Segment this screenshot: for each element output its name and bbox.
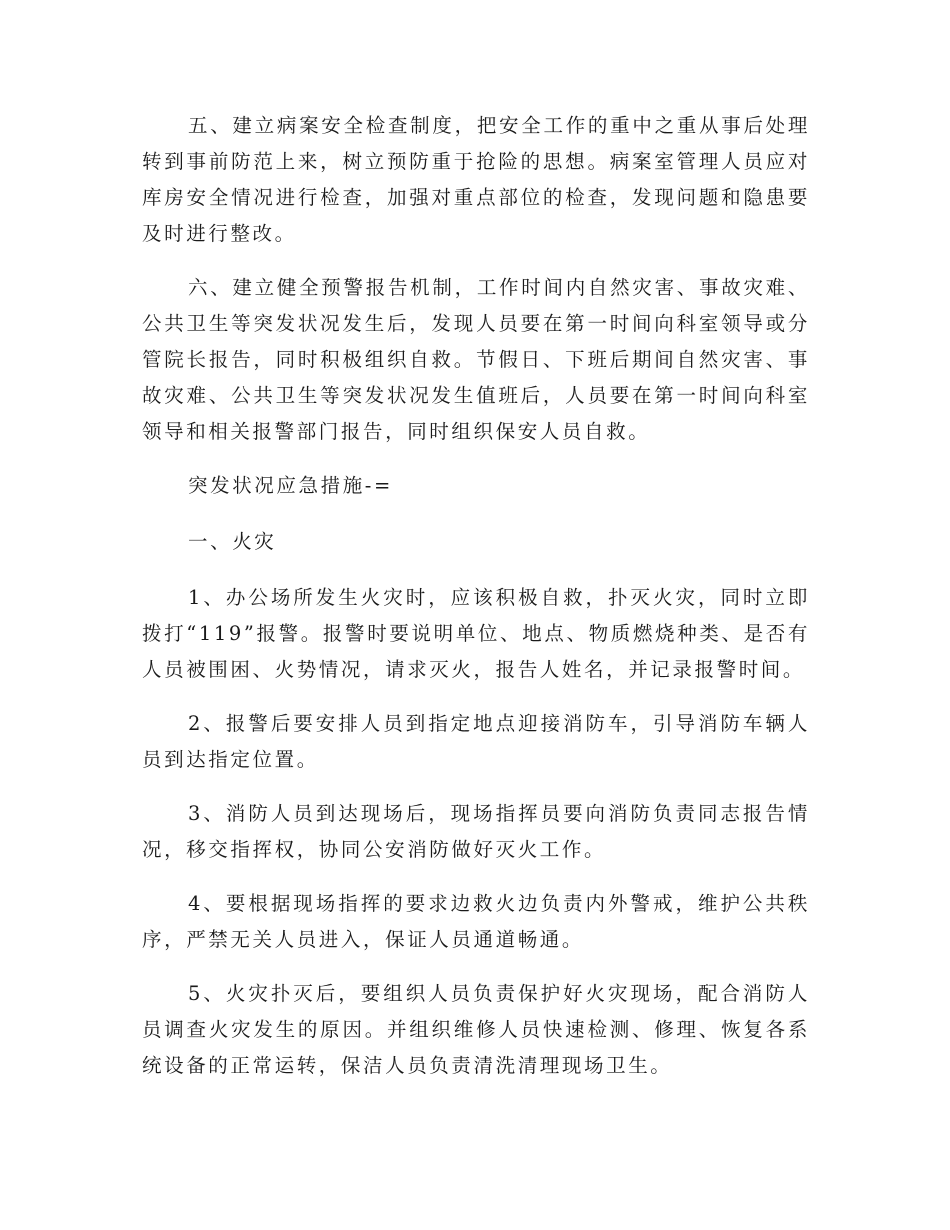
document-body [142, 108, 810, 1102]
paragraph-six-warning-mechanism: 六、建立健全预警报告机制，工作时间内自然灾害、事故灾难、公共卫生等突发状况发生后，发现人员要在第一时间向科室领导或分管院长报告，同时积极组织自救。节假日、下班后期间自然灾害、事故灾难、公共卫生等突发状况发生值班后，人员要在第一时间向科室领导和相关报警部门报告，同时组织保安人员自救。 [142, 276, 810, 443]
section-heading-fire: 一、火灾 [188, 530, 277, 553]
paragraph-five-case-safety: 五、建立病案安全检查制度，把安全工作的重中之重从事后处理转到事前防范上来，树立预防重于抢险的思想。病案室管理人员应对库房安全情况进行检查，加强对重点部位的检查，发现问题和隐患要及时进行整改。 [142, 114, 810, 245]
list-item-fire-1: 1、办公场所发生火灾时，应该积极自救，扑灭火灾，同时立即拨打“119”报警。报警时要说明单位、地点、物质燃烧种类、是否有人员被围困、火势情况，请求灭火，报告人姓名，并记录报警时间。 [142, 586, 810, 681]
list-item-fire-5: 5、火灾扑灭后，要组织人员负责保护好火灾现场，配合消防人员调查火灾发生的原因。并组织维修人员快速检测、修理、恢复各系统设备的正常运转，保洁人员负责清洗清理现场卫生。 [142, 982, 810, 1077]
list-item-fire-4: 4、要根据现场指挥的要求边救火边负责内外警戒，维护公共秩序，严禁无关人员进入，保证人员通道畅通。 [142, 892, 810, 951]
section-heading-emergency-measures: 突发状况应急措施-= [188, 474, 393, 497]
list-item-fire-3: 3、消防人员到达现场后，现场指挥员要向消防负责同志报告情况，移交指挥权，协同公安消防做好灭火工作。 [142, 802, 810, 861]
list-item-fire-2: 2、报警后要安排人员到指定地点迎接消防车，引导消防车辆人员到达指定位置。 [142, 712, 810, 771]
